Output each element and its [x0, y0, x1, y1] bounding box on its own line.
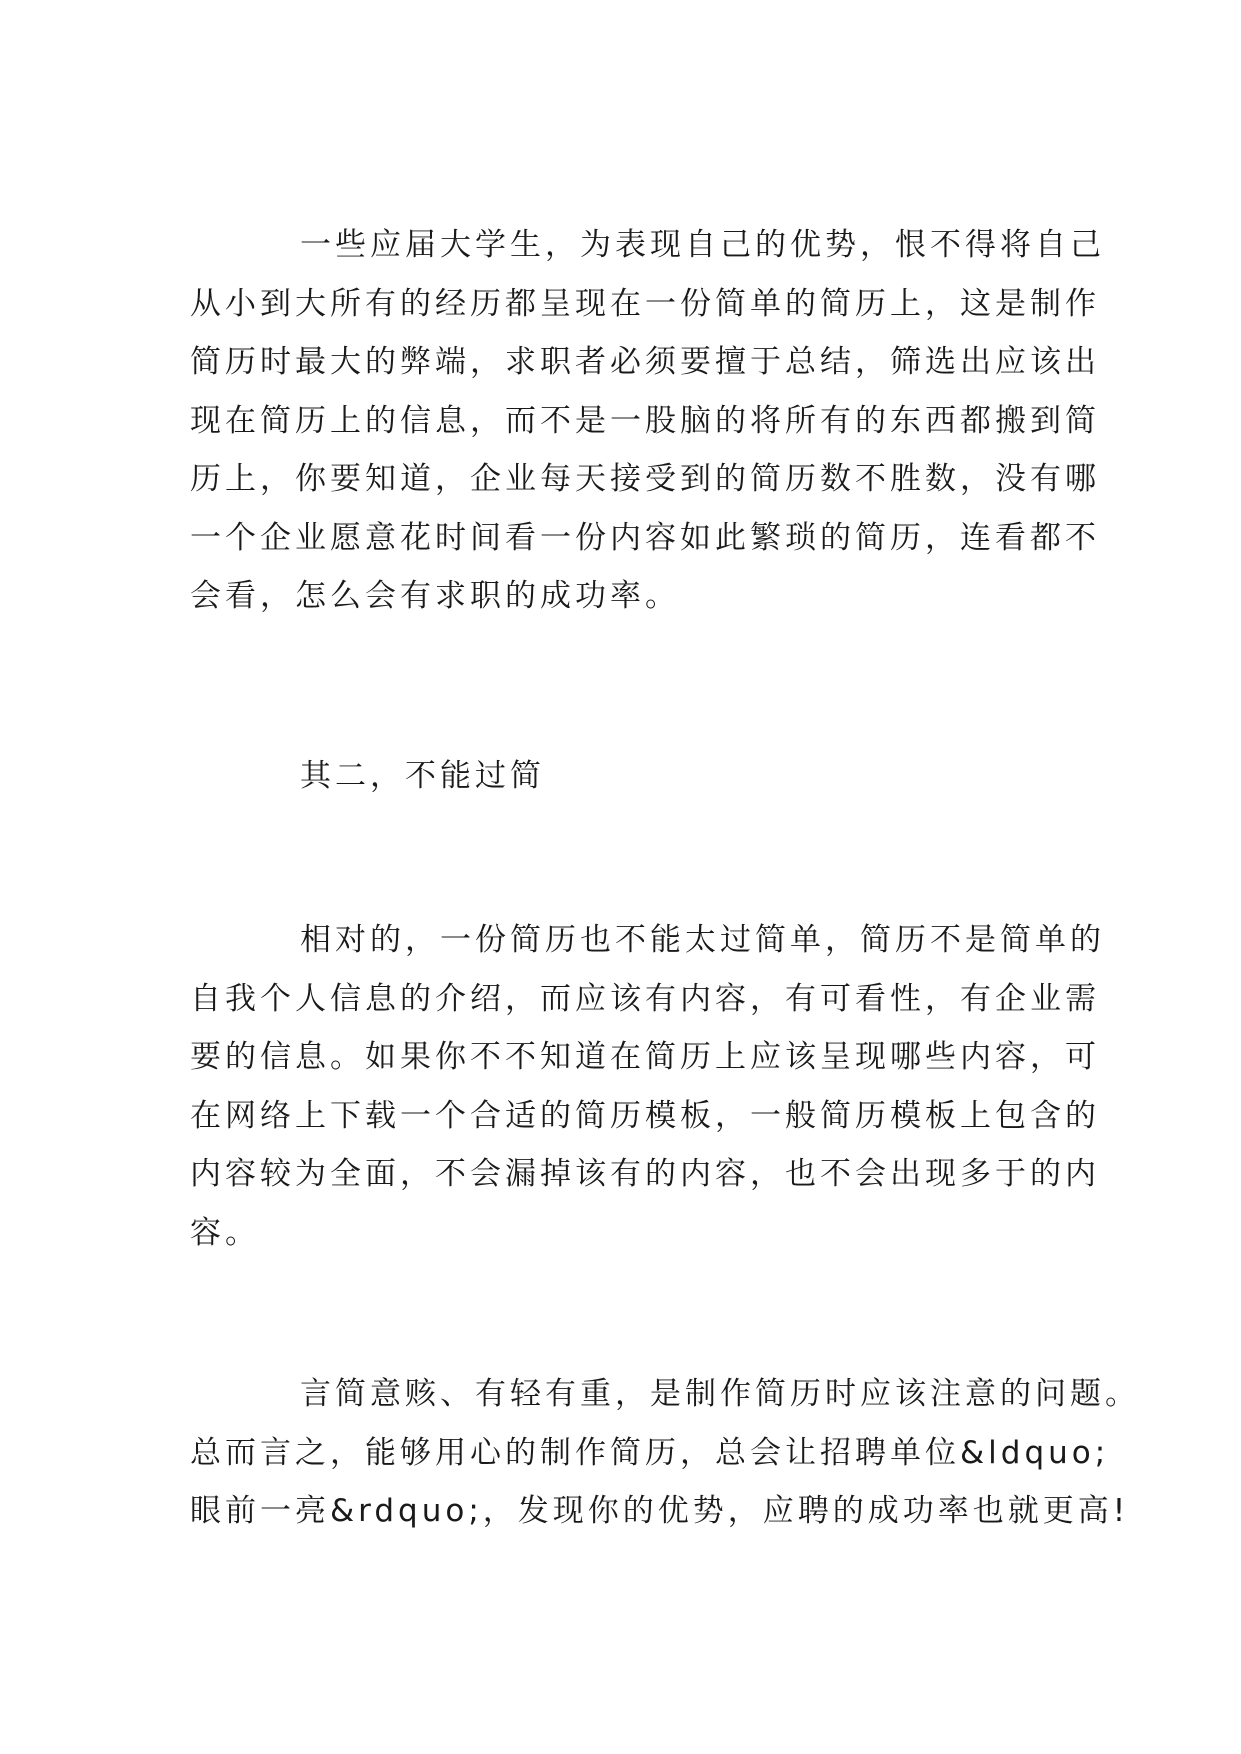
paragraph-not-too-simple: [190, 911, 1105, 1262]
paragraph-line: 历上，你要知道，企业每天接受到的简历数不胜数，没有哪: [190, 461, 1100, 497]
section-heading: [190, 747, 1070, 806]
paragraph-line: 简历时最大的弊端，求职者必须要擅于总结，筛选出应该出: [190, 344, 1100, 380]
paragraph-line: 自我个人信息的介绍，而应该有内容，有可看性，有企业需: [190, 980, 1100, 1017]
paragraph-line: 内容较为全面，不会漏掉该有的内容，也不会出现多于的内: [190, 1156, 1100, 1192]
paragraph-line: 一个企业愿意花时间看一份内容如此繁琐的简历，连看都不: [190, 519, 1100, 556]
paragraph-overqualified-resume: [190, 216, 1105, 626]
section-heading-text: 其二，不能过简: [300, 758, 545, 794]
paragraph-line: 相对的，一份简历也不能太过简单，简历不是简单的: [300, 922, 1105, 958]
paragraph-line: 要的信息。如果你不不知道在简历上应该呈现哪些内容，可: [190, 1039, 1100, 1075]
paragraph-line: 眼前一亮&rdquo;，发现你的优势，应聘的成功率也就更高!: [190, 1493, 1130, 1529]
paragraph-line: 容。: [190, 1214, 260, 1251]
paragraph-line: 在网络上下载一个合适的简历模板，一般简历模板上包含的: [190, 1097, 1100, 1134]
paragraph-line: 现在简历上的信息，而不是一股脑的将所有的东西都搬到简: [190, 402, 1100, 439]
paragraph-line: 会看，怎么会有求职的成功率。: [190, 578, 680, 614]
paragraph-line: 从小到大所有的经历都呈现在一份简单的简历上，这是制作: [190, 285, 1100, 322]
paragraph-conclusion: [190, 1365, 1140, 1541]
paragraph-line: 言简意赅、有轻有重，是制作简历时应该注意的问题。: [300, 1376, 1140, 1412]
paragraph-line: 一些应届大学生，为表现自己的优势，恨不得将自己: [300, 227, 1105, 263]
paragraph-line: 总而言之，能够用心的制作简历，总会让招聘单位&ldquo;: [190, 1434, 1110, 1471]
